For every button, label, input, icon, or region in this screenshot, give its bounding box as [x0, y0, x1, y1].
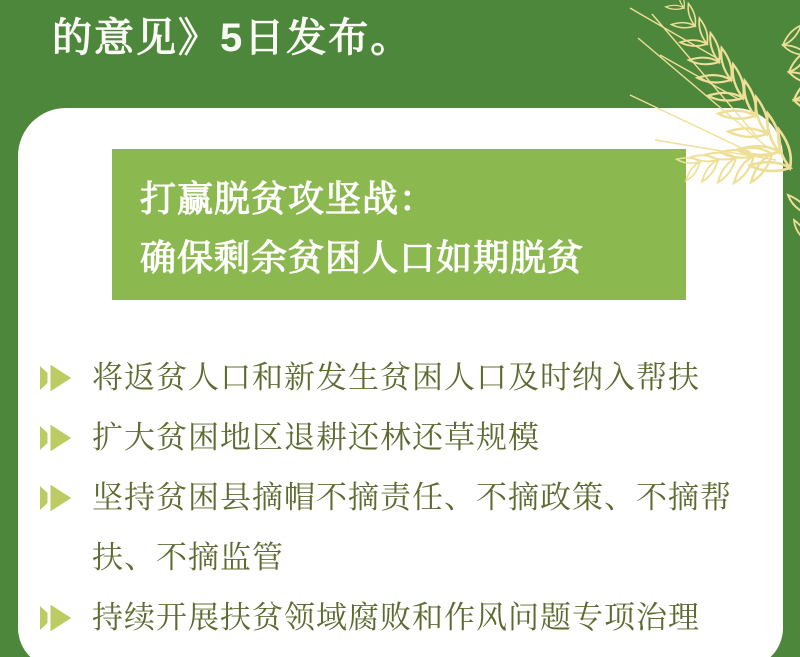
- headline-line1: 打赢脱贫攻坚战：: [140, 178, 437, 219]
- double-chevron-icon: [40, 422, 76, 454]
- list-item: [40, 348, 762, 408]
- list-item: [40, 588, 762, 648]
- header-text: 的意见》5日发布。: [52, 16, 413, 60]
- list-item: [40, 408, 762, 468]
- double-chevron-icon: [40, 482, 76, 514]
- headline-banner: [112, 149, 686, 300]
- list-item-text: 将返贫人口和新发生贫困人口及时纳入帮扶: [92, 360, 700, 395]
- content-card: [18, 108, 783, 657]
- list-item-text: 持续开展扶贫领域腐败和作风问题专项治理: [92, 600, 700, 635]
- double-chevron-icon: [40, 602, 76, 634]
- list-item: [40, 468, 762, 588]
- key-points-list: [40, 348, 762, 648]
- double-chevron-icon: [40, 362, 76, 394]
- list-item-text: 坚持贫困县摘帽不摘责任、不摘政策、不摘帮扶、不摘监管: [92, 480, 732, 575]
- list-item-text: 扩大贫困地区退耕还林还草规模: [92, 420, 540, 455]
- headline-line2: 确保剩余贫困人口如期脱贫: [140, 237, 585, 278]
